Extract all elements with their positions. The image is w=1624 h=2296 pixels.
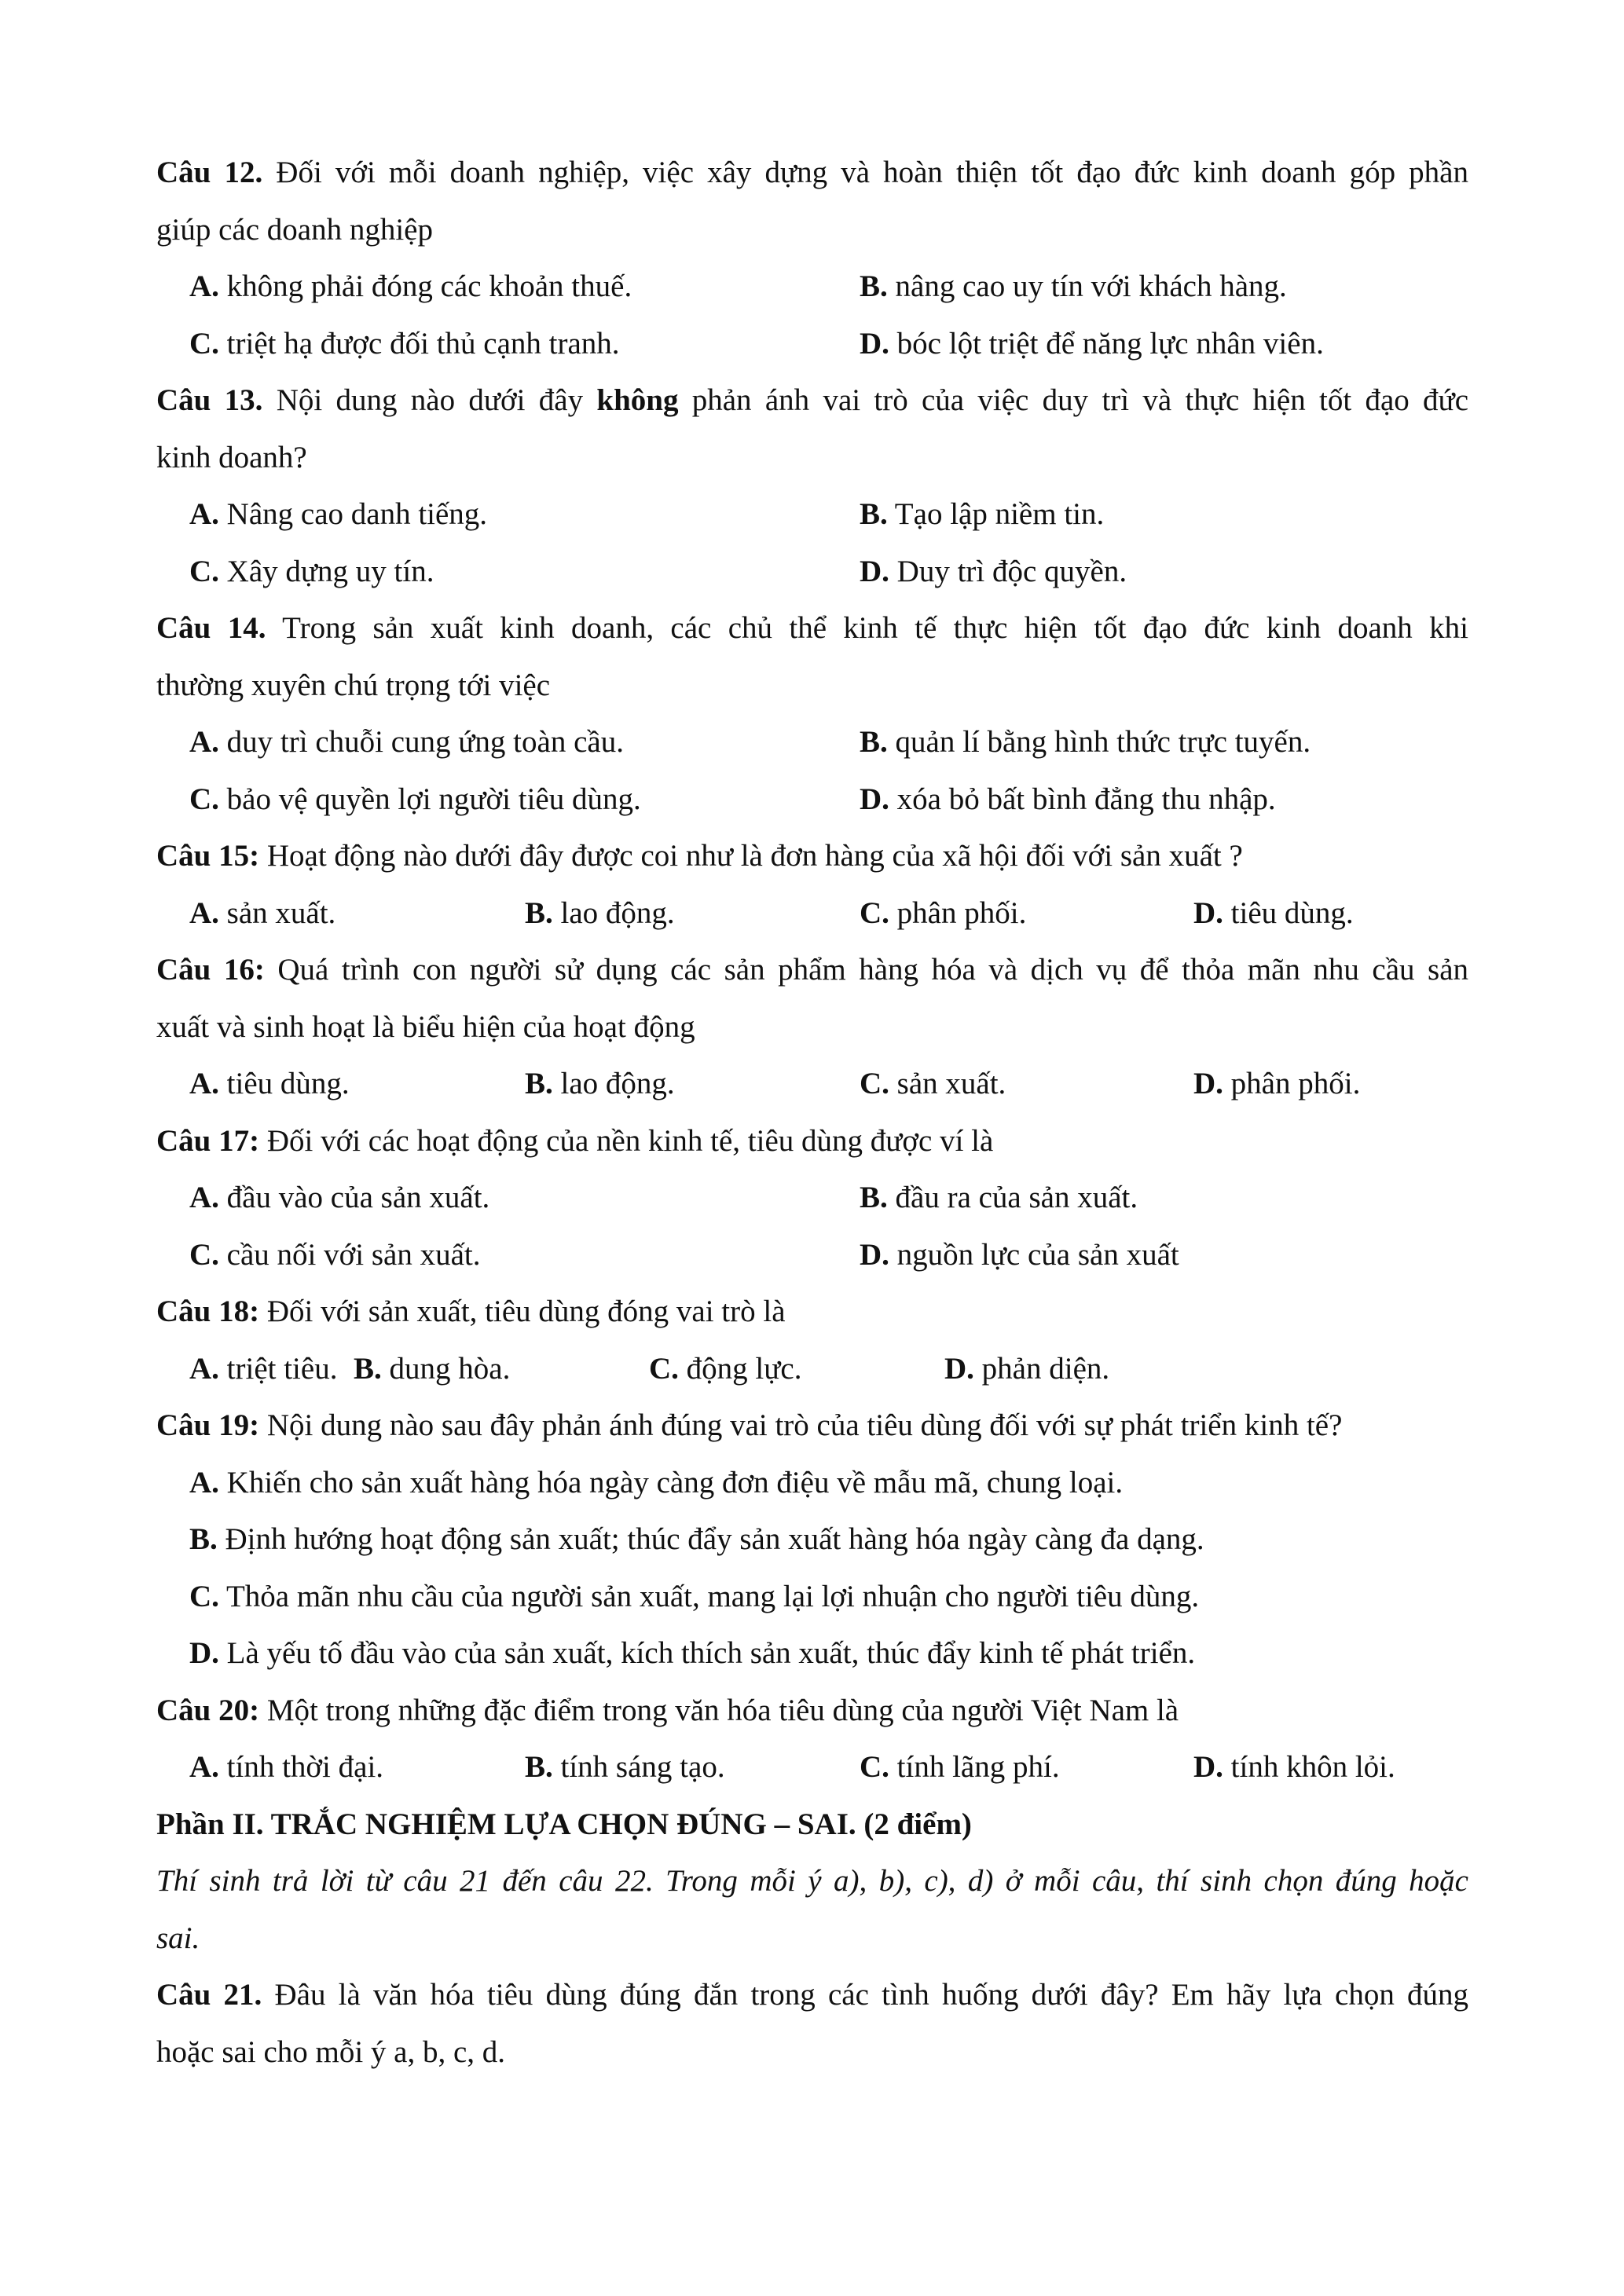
question-19-stem: Câu 19: Nội dung nào sau đây phản ánh đúng vai trò của tiêu dùng đối với sự phát triển kinh tế? xyxy=(156,1408,1343,1442)
q14-option-c: C. bảo vệ quyền lợi người tiêu dùng. xyxy=(189,782,641,816)
q13-option-c: C. Xây dựng uy tín. xyxy=(189,555,434,588)
question-text: Đối với mỗi doanh nghiệp, việc xây dựng và hoàn thiện tốt đạo đức kinh doanh góp phần xyxy=(262,156,1468,189)
q12-option-d: D. bóc lột triệt để năng lực nhân viên. xyxy=(860,327,1324,361)
q17-option-a: A. đầu vào của sản xuất. xyxy=(189,1181,490,1214)
section-instructions-cont: sai. xyxy=(156,1921,200,1955)
q13-option-d: D. Duy trì độc quyền. xyxy=(860,555,1127,588)
section-heading-part2: Phần II. TRẮC NGHIỆM LỰA CHỌN ĐÚNG – SAI. (2 điểm) xyxy=(156,1807,972,1841)
question-18-stem: Câu 18: Đối với sản xuất, tiêu dùng đóng vai trò là xyxy=(156,1294,786,1328)
q18-option-a: A. triệt tiêu. xyxy=(189,1352,338,1386)
q17-option-b: B. đầu ra của sản xuất. xyxy=(860,1181,1138,1214)
q15-option-c: C. phân phối. xyxy=(860,896,1027,930)
question-12-stem-cont: giúp các doanh nghiệp xyxy=(156,213,433,247)
q19-option-a: A. Khiến cho sản xuất hàng hóa ngày càng đơn điệu về mẫu mã, chung loại. xyxy=(189,1466,1124,1500)
q16-option-d: D. phân phối. xyxy=(1193,1067,1361,1100)
q19-option-c: C. Thỏa mãn nhu cầu của người sản xuất, mang lại lợi nhuận cho người tiêu dùng. xyxy=(189,1580,1200,1613)
q15-option-a: A. sản xuất. xyxy=(189,896,336,930)
emphasis-not: không xyxy=(596,383,679,417)
question-13-stem: Câu 13. Nội dung nào dưới đây không phản ánh vai trò của việc duy trì và thực hiện tốt đạo đức xyxy=(156,383,1469,417)
q16-option-a: A. tiêu dùng. xyxy=(189,1067,350,1100)
q12-option-c: C. triệt hạ được đối thủ cạnh tranh. xyxy=(189,327,620,361)
question-12-stem xyxy=(156,155,1468,191)
question-16-stem: Câu 16: Quá trình con người sử dụng các sản phẩm hàng hóa và dịch vụ để thỏa mãn nhu cầu sản xyxy=(156,953,1469,987)
q15-option-b: B. lao động. xyxy=(525,896,675,930)
section-instructions: Thí sinh trả lời từ câu 21 đến câu 22. Trong mỗi ý a), b), c), d) ở mỗi câu, thí sinh chọn đúng hoặc xyxy=(156,1864,1468,1898)
q13-option-a: A. Nâng cao danh tiếng. xyxy=(189,497,488,531)
q20-option-b: B. tính sáng tạo. xyxy=(525,1750,725,1784)
question-14-stem: Câu 14. Trong sản xuất kinh doanh, các chủ thể kinh tế thực hiện tốt đạo đức kinh doanh khi xyxy=(156,611,1469,645)
q14-option-a: A. duy trì chuỗi cung ứng toàn cầu. xyxy=(189,725,624,759)
q13-option-b: B. Tạo lập niềm tin. xyxy=(860,497,1105,531)
q14-option-d: D. xóa bỏ bất bình đẳng thu nhập. xyxy=(860,782,1276,816)
question-20-stem: Câu 20: Một trong những đặc điểm trong văn hóa tiêu dùng của người Việt Nam là xyxy=(156,1694,1179,1727)
q14-option-b: B. quản lí bằng hình thức trực tuyến. xyxy=(860,725,1311,759)
question-17-stem: Câu 17: Đối với các hoạt động của nền kinh tế, tiêu dùng được ví là xyxy=(156,1124,994,1158)
question-label: Câu 12. xyxy=(156,156,263,189)
q18-option-d: D. phản diện. xyxy=(944,1352,1110,1386)
q16-option-c: C. sản xuất. xyxy=(860,1067,1006,1100)
question-21-stem-cont: hoặc sai cho mỗi ý a, b, c, d. xyxy=(156,2035,506,2069)
q19-option-d: D. Là yếu tố đầu vào của sản xuất, kích thích sản xuất, thúc đẩy kinh tế phát triển. xyxy=(189,1636,1196,1670)
q18-option-b: B. dung hòa. xyxy=(354,1352,511,1386)
q17-option-c: C. cầu nối với sản xuất. xyxy=(189,1238,481,1272)
q17-option-d: D. nguồn lực của sản xuất xyxy=(860,1238,1179,1272)
q20-option-d: D. tính khôn lỏi. xyxy=(1193,1750,1395,1784)
question-14-stem-cont: thường xuyên chú trọng tới việc xyxy=(156,668,551,702)
question-16-stem-cont: xuất và sinh hoạt là biểu hiện của hoạt động xyxy=(156,1010,695,1044)
q18-option-c: C. động lực. xyxy=(649,1352,802,1386)
q12-option-b: B. nâng cao uy tín với khách hàng. xyxy=(860,269,1287,303)
q19-option-b: B. Định hướng hoạt động sản xuất; thúc đẩy sản xuất hàng hóa ngày càng đa dạng. xyxy=(189,1522,1204,1556)
question-15-stem: Câu 15: Hoạt động nào dưới đây được coi như là đơn hàng của xã hội đối với sản xuất ? xyxy=(156,839,1243,873)
q20-option-a: A. tính thời đại. xyxy=(189,1750,384,1784)
question-13-stem-cont: kinh doanh? xyxy=(156,441,307,474)
q20-option-c: C. tính lãng phí. xyxy=(860,1750,1060,1784)
q12-option-a: A. không phải đóng các khoản thuế. xyxy=(189,269,632,303)
q15-option-d: D. tiêu dùng. xyxy=(1193,896,1354,930)
question-21-stem: Câu 21. Đâu là văn hóa tiêu dùng đúng đắn trong các tình huống dưới đây? Em hãy lựa chọn đúng xyxy=(156,1978,1469,2012)
q16-option-b: B. lao động. xyxy=(525,1067,675,1100)
